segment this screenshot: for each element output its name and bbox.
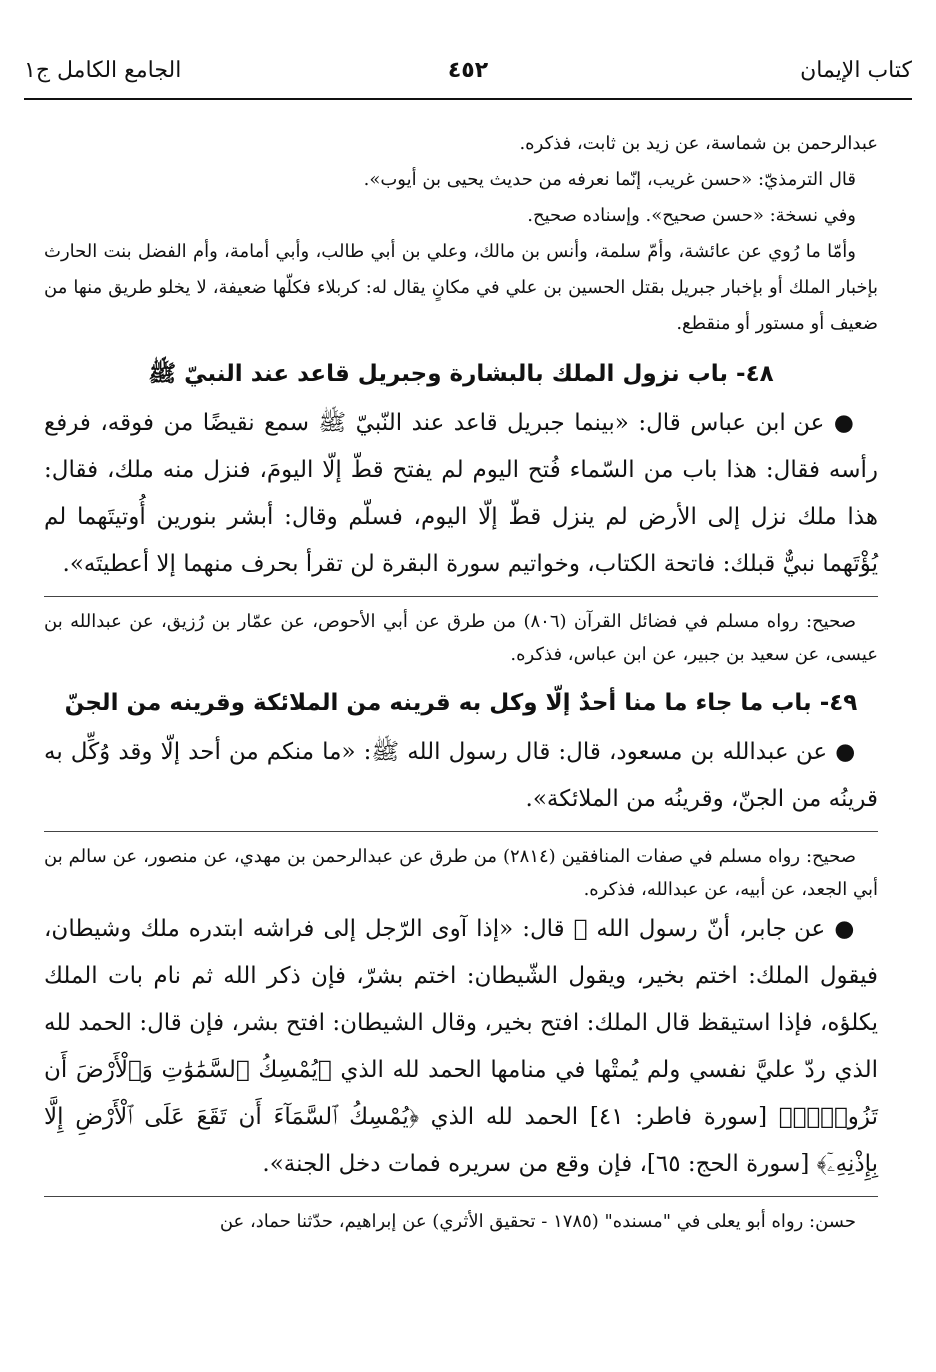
hadith-body: عن جابر، أنّ رسول الله ﷺ قال: «إذا آوى الرّجل إلى فراشه ابتدره ملك وشيطان، فيقول الملك: اختم بخير، ويقول الشّيطان: اختم بشرّ، فإن ذكر الله ثم نام بات الملك يكلؤه، فإذا استيقظ قال الملك: افتح بخير، وقال الشيطان: افتح بشر، فإن قال: الحمد لله الذي ردّ عليَّ نفسي ولم يُمتْها في منامها الحمد لله الذي ﴿يُمْسِكُ ٱلسَّمَٰوَٰتِ وَٱلْأَرْضَ أَن تَزُولَاۚ﴾ [سورة فاطر: ٤١] الحمد لله الذي ﴿يُمْسِكُ ٱلسَّمَآءَ أَن تَقَعَ عَلَى ٱلْأَرْضِ إِلَّا بِإِذْنِهِۦٓ﴾ [سورة الحج: ٦٥]، فإن وقع من سريره فمات دخل الجنة». bbox=[44, 916, 878, 1177]
divider bbox=[44, 1196, 878, 1197]
hadith-body: عن ابن عباس قال: «بينما جبريل قاعد عند النّبيّ ﷺ سمع نقيضًا من فوقه، فرفع رأسه فقال: هذا باب من السّماء فُتح اليوم لم يفتح قطّ إلّا اليومَ، فنزل منه ملك، فقال: هذا ملك نزل إلى الأرض لم ينزل قطّ إلّا اليوم، فسلّم وقال: أبشر بنورين أُوتيتَهما لم يُؤْتَهما نبيٌّ قبلك: فاتحة الكتاب، وخواتيم سورة البقرة لن تقرأ بحرف منهما إلا أعطيتَه». bbox=[44, 410, 878, 577]
paragraph: عبدالرحمن بن شماسة، عن زيد بن ثابت، فذكره. bbox=[519, 133, 878, 154]
divider bbox=[44, 831, 878, 832]
paragraph: وفي نسخة: «حسن صحيح». وإسناده صحيح. bbox=[527, 205, 856, 226]
series-title: الجامع الكامل ج١ bbox=[24, 58, 182, 83]
chapter-heading-49: ٤٩- باب ما جاء ما منا أحدٌ إلّا وكل به قرينه من الملائكة وقرينه من الجنّ bbox=[64, 690, 858, 716]
running-header bbox=[24, 58, 912, 94]
header-rule bbox=[24, 98, 912, 100]
hadith-body: عن عبدالله بن مسعود، قال: قال رسول الله ﷺ: «ما منكم من أحد إلّا وقد وُكِّل به قرينُه من الجنّ، وقرينُه من الملائكة». bbox=[44, 739, 878, 812]
paragraph: وأمّا ما رُوي عن عائشة، وأمّ سلمة، وأنس بن مالك، وعلي بن أبي طالب، وأبي أمامة، وأم الفضل بنت الحارث بإخبار الملك أو بإخبار جبريل بقتل الحسين بن علي في مكانٍ يقال له: كربلاء فكلّها ضعيفة، لا يخلو طريق منها من ضعيف أو مستور أو منقطع. bbox=[44, 241, 878, 334]
source-note: حسن: رواه أبو يعلى في "مسنده" (١٧٨٥ - تحقيق الأثري) عن إبراهيم، حدّثنا حماد، عن bbox=[219, 1211, 856, 1232]
page-body bbox=[44, 126, 878, 1238]
bullet-icon: ● bbox=[835, 739, 856, 765]
source-note: صحيح: رواه مسلم في فضائل القرآن (٨٠٦) من طرق عن أبي الأحوص، عن عمّار بن رُزيق، عن عبدالله بن عيسى، عن سعيد بن جبير، عن ابن عباس، فذكره. bbox=[44, 611, 878, 665]
bullet-icon: ● bbox=[834, 916, 856, 942]
chapter-heading-48: ٤٨- باب نزول الملك بالبشارة وجبريل قاعد عند النبيّ ﷺ bbox=[148, 361, 774, 387]
bullet-icon: ● bbox=[833, 410, 857, 436]
book-title: كتاب الإيمان bbox=[800, 58, 912, 83]
divider bbox=[44, 596, 878, 597]
source-note: صحيح: رواه مسلم في صفات المنافقين (٢٨١٤) من طرق عن عبدالرحمن بن مهدي، عن منصور، عن سالم بن أبي الجعد، عن أبيه، عن عبدالله، فذكره. bbox=[44, 846, 878, 900]
page-number: ٤٥٢ bbox=[447, 58, 489, 83]
hadith-text bbox=[44, 400, 878, 588]
hadith-text bbox=[44, 729, 878, 823]
hadith-text bbox=[44, 906, 878, 1188]
paragraph: قال الترمذيّ: «حسن غريب، إنّما نعرفه من حديث يحيى بن أيوب». bbox=[363, 169, 856, 190]
